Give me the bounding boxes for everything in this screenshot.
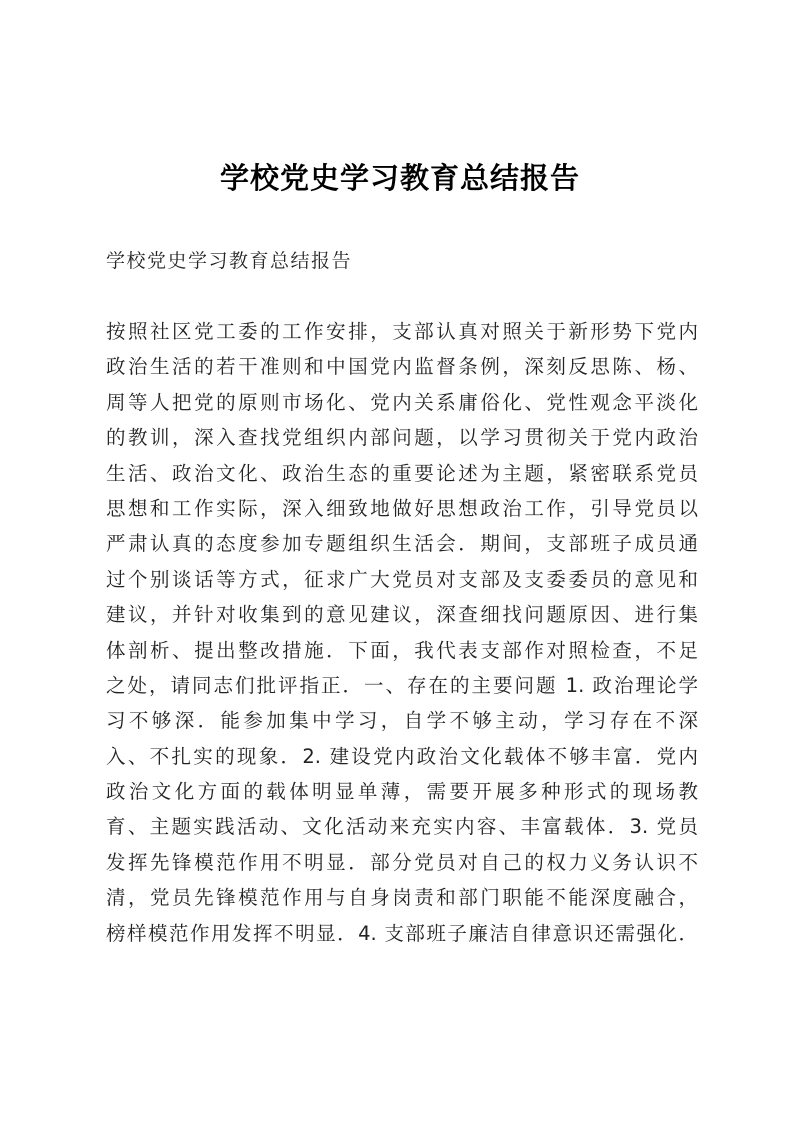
body-line: 榜样模范作用发挥不明显．4. 支部班子廉洁自律意识还需强化．	[106, 921, 698, 945]
body-line: 政治文化方面的载体明显单薄，需要开展多种形式的现场教	[106, 780, 698, 804]
body-line: 之处，请同志们批评指正．一、存在的主要问题 1. 政治理论学	[106, 673, 698, 697]
body-line: 按照社区党工委的工作安排，支部认真对照关于新形势下党内	[106, 320, 698, 343]
body-line: 过个别谈话等方式，征求广大党员对支部及支委委员的意见和	[106, 567, 698, 591]
body-line: 的教训，深入查找党组织内部问题，以学习贯彻关于党内政治	[106, 426, 698, 450]
body-line: 入、不扎实的现象．2. 建设党内政治文化载体不够丰富．党内	[106, 744, 698, 768]
body-line: 严肃认真的态度参加专题组织生活会．期间，支部班子成员通	[106, 532, 698, 556]
body-line: 政治生活的若干准则和中国党内监督条例，深刻反思陈、杨、	[106, 355, 698, 379]
body-line: 育、主题实践活动、文化活动来充实内容、丰富载体．3. 党员	[106, 815, 698, 839]
body-line: 生活、政治文化、政治生态的重要论述为主题，紧密联系党员	[106, 461, 698, 485]
body-line: 习不够深．能参加集中学习，自学不够主动，学习存在不深	[106, 709, 698, 733]
body-line: 周等人把党的原则市场化、党内关系庸俗化、党性观念平淡化	[106, 390, 698, 414]
body-line: 发挥先锋模范作用不明显．部分党员对自己的权力义务认识不	[106, 850, 698, 874]
body-line: 体剖析、提出整改措施．下面，我代表支部作对照检查，不足	[106, 638, 698, 662]
document-subtitle: 学校党史学习教育总结报告	[106, 250, 353, 272]
document-body	[106, 314, 698, 951]
body-line: 建议，并针对收集到的意见建议，深查细找问题原因、进行集	[106, 603, 698, 627]
body-line: 清，党员先锋模范作用与自身岗责和部门职能不能深度融合，	[106, 886, 698, 910]
body-line: 思想和工作实际，深入细致地做好思想政治工作，引导党员以	[106, 496, 698, 520]
document-title: 学校党史学习教育总结报告	[219, 161, 580, 195]
